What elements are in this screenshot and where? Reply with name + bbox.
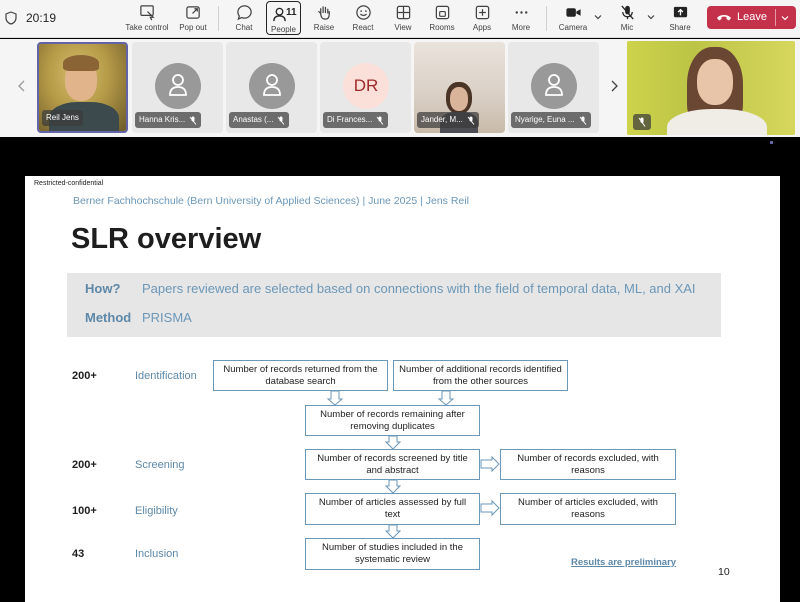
participant-video-large[interactable] [627, 41, 795, 135]
shield-icon [5, 11, 17, 25]
take-control-icon [139, 4, 156, 21]
flow-box-after-duplicates: Number of records remaining after removing duplicates [305, 405, 480, 436]
react-smiley-icon [355, 4, 372, 21]
participant-name-tag: Reil Jens [42, 110, 83, 126]
raise-label: Raise [313, 23, 335, 32]
participant-tile[interactable] [132, 42, 223, 133]
slide-header: Berner Fachhochschule (Bern University of Applied Sciences) | June 2025 | Jens Reil [73, 195, 469, 207]
chat-label: Chat [235, 23, 253, 32]
people-button[interactable] [266, 1, 301, 35]
pop-out-label: Pop out [179, 23, 207, 32]
share-label: Share [669, 23, 691, 32]
mic-label: Mic [620, 23, 634, 32]
participant-name-tag: Jander, M... [417, 112, 479, 128]
more-dots-icon [513, 4, 530, 21]
take-control-label: Take control [125, 23, 169, 32]
participant-name-tag: Anastas (... [229, 112, 289, 128]
results-preliminary-link[interactable]: Results are preliminary [571, 557, 677, 568]
raise-hand-icon [316, 4, 333, 21]
flow-box-excluded-records: Number of records excluded, with reasons [500, 449, 676, 480]
person-placeholder-icon [262, 73, 282, 97]
presenter-indicator [770, 141, 773, 144]
participant-mic-badge [633, 114, 651, 130]
arrow-right [481, 501, 499, 515]
pop-out-icon [185, 4, 202, 21]
slide-title: SLR overview [71, 223, 262, 255]
participant-tile[interactable] [37, 42, 128, 133]
apps-button[interactable] [469, 0, 495, 38]
mic-muted-icon [579, 116, 587, 125]
react-button[interactable] [348, 0, 378, 38]
apps-plus-icon [474, 4, 491, 21]
flow-box-other-sources: Number of additional records identified from the other sources [393, 360, 568, 391]
how-text: Papers reviewed are selected based on connections with the field of temporal data, ML, and XAI [142, 281, 696, 296]
flow-box-full-text: Number of articles assessed by full text [305, 493, 480, 525]
person-placeholder-icon [168, 73, 188, 97]
method-label: Method [85, 310, 132, 325]
arrow-down [386, 525, 400, 538]
participant-tile[interactable] [320, 42, 411, 133]
mic-muted-icon [376, 116, 384, 125]
mic-muted-icon [189, 116, 197, 125]
mic-muted-icon [638, 117, 646, 127]
take-control-button[interactable] [122, 0, 172, 38]
how-label: How? [85, 281, 121, 296]
leave-button[interactable] [707, 6, 796, 29]
arrow-down [386, 436, 400, 449]
scroll-left-chevron-icon[interactable] [17, 79, 27, 93]
view-grid-icon [395, 4, 412, 21]
chat-icon [236, 4, 253, 21]
summary-box [67, 273, 721, 337]
camera-button[interactable] [556, 0, 590, 38]
participant-name-tag: Nyarige, Euna ... [511, 112, 591, 128]
avatar [531, 63, 577, 109]
shared-slide [25, 176, 780, 602]
rooms-icon [434, 4, 451, 21]
confidentiality-label: Restricted-confidential [34, 180, 104, 187]
scroll-right-chevron-icon[interactable] [609, 79, 619, 93]
participant-tile[interactable] [226, 42, 317, 133]
participant-tile[interactable] [414, 42, 505, 133]
toolbar-divider [218, 6, 219, 31]
mic-muted-icon [277, 116, 285, 125]
flow-box-screened: Number of records screened by title and abstract [305, 449, 480, 480]
flow-box-database-search: Number of records returned from the database search [213, 360, 388, 391]
leave-label: Leave [737, 11, 767, 23]
participant-strip [0, 39, 800, 137]
rooms-label: Rooms [429, 23, 455, 32]
eligibility-count: 100+ [72, 505, 97, 517]
pop-out-button[interactable] [176, 0, 210, 38]
participant-tile[interactable] [508, 42, 599, 133]
method-text: PRISMA [142, 310, 192, 325]
camera-options-chevron-down-icon[interactable] [593, 12, 603, 22]
flow-box-included: Number of studies included in the systematic review [305, 538, 480, 570]
view-button[interactable] [390, 0, 416, 38]
toolbar-divider [546, 6, 547, 31]
arrow-down [439, 391, 453, 405]
avatar [155, 63, 201, 109]
camera-icon [565, 4, 582, 21]
chat-button[interactable] [230, 0, 258, 38]
eligibility-label: Eligibility [135, 505, 178, 517]
inclusion-count: 43 [72, 548, 85, 560]
meeting-timer: 20:19 [26, 11, 57, 25]
screening-label: Screening [135, 459, 185, 471]
arrow-right [481, 457, 499, 471]
react-label: React [352, 23, 374, 32]
identification-label: Identification [135, 370, 197, 382]
arrow-down [386, 480, 400, 493]
avatar [249, 63, 295, 109]
arrow-down [328, 391, 342, 405]
camera-label: Camera [558, 23, 588, 32]
mic-off-icon [619, 4, 636, 21]
participant-name-tag: Hanna Kris... [135, 112, 201, 128]
mic-button[interactable] [614, 0, 640, 38]
participant-name-tag: Di Frances... [323, 112, 388, 128]
share-screen-icon [672, 4, 689, 21]
rooms-button[interactable] [427, 0, 457, 38]
inclusion-label: Inclusion [135, 548, 179, 560]
view-label: View [394, 23, 412, 32]
mic-options-chevron-down-icon[interactable] [646, 12, 656, 22]
leave-options-chevron-down-icon[interactable] [780, 13, 790, 23]
flow-box-excluded-articles: Number of articles excluded, with reasons [500, 493, 676, 525]
person-placeholder-icon [544, 73, 564, 97]
more-label: More [511, 23, 531, 32]
screening-count: 200+ [72, 459, 97, 471]
slide-page-number: 10 [718, 566, 730, 578]
people-label: People [271, 25, 296, 34]
leave-divider [775, 9, 776, 26]
more-button[interactable] [507, 0, 535, 38]
avatar-initials: DR [343, 63, 389, 109]
share-button[interactable] [666, 0, 694, 38]
raise-hand-button[interactable] [310, 0, 338, 38]
apps-label: Apps [472, 23, 492, 32]
hang-up-phone-icon [716, 12, 732, 23]
people-count: 11 [286, 7, 297, 18]
meeting-toolbar [0, 0, 800, 38]
identification-count: 200+ [72, 370, 97, 382]
mic-muted-icon [467, 116, 475, 125]
